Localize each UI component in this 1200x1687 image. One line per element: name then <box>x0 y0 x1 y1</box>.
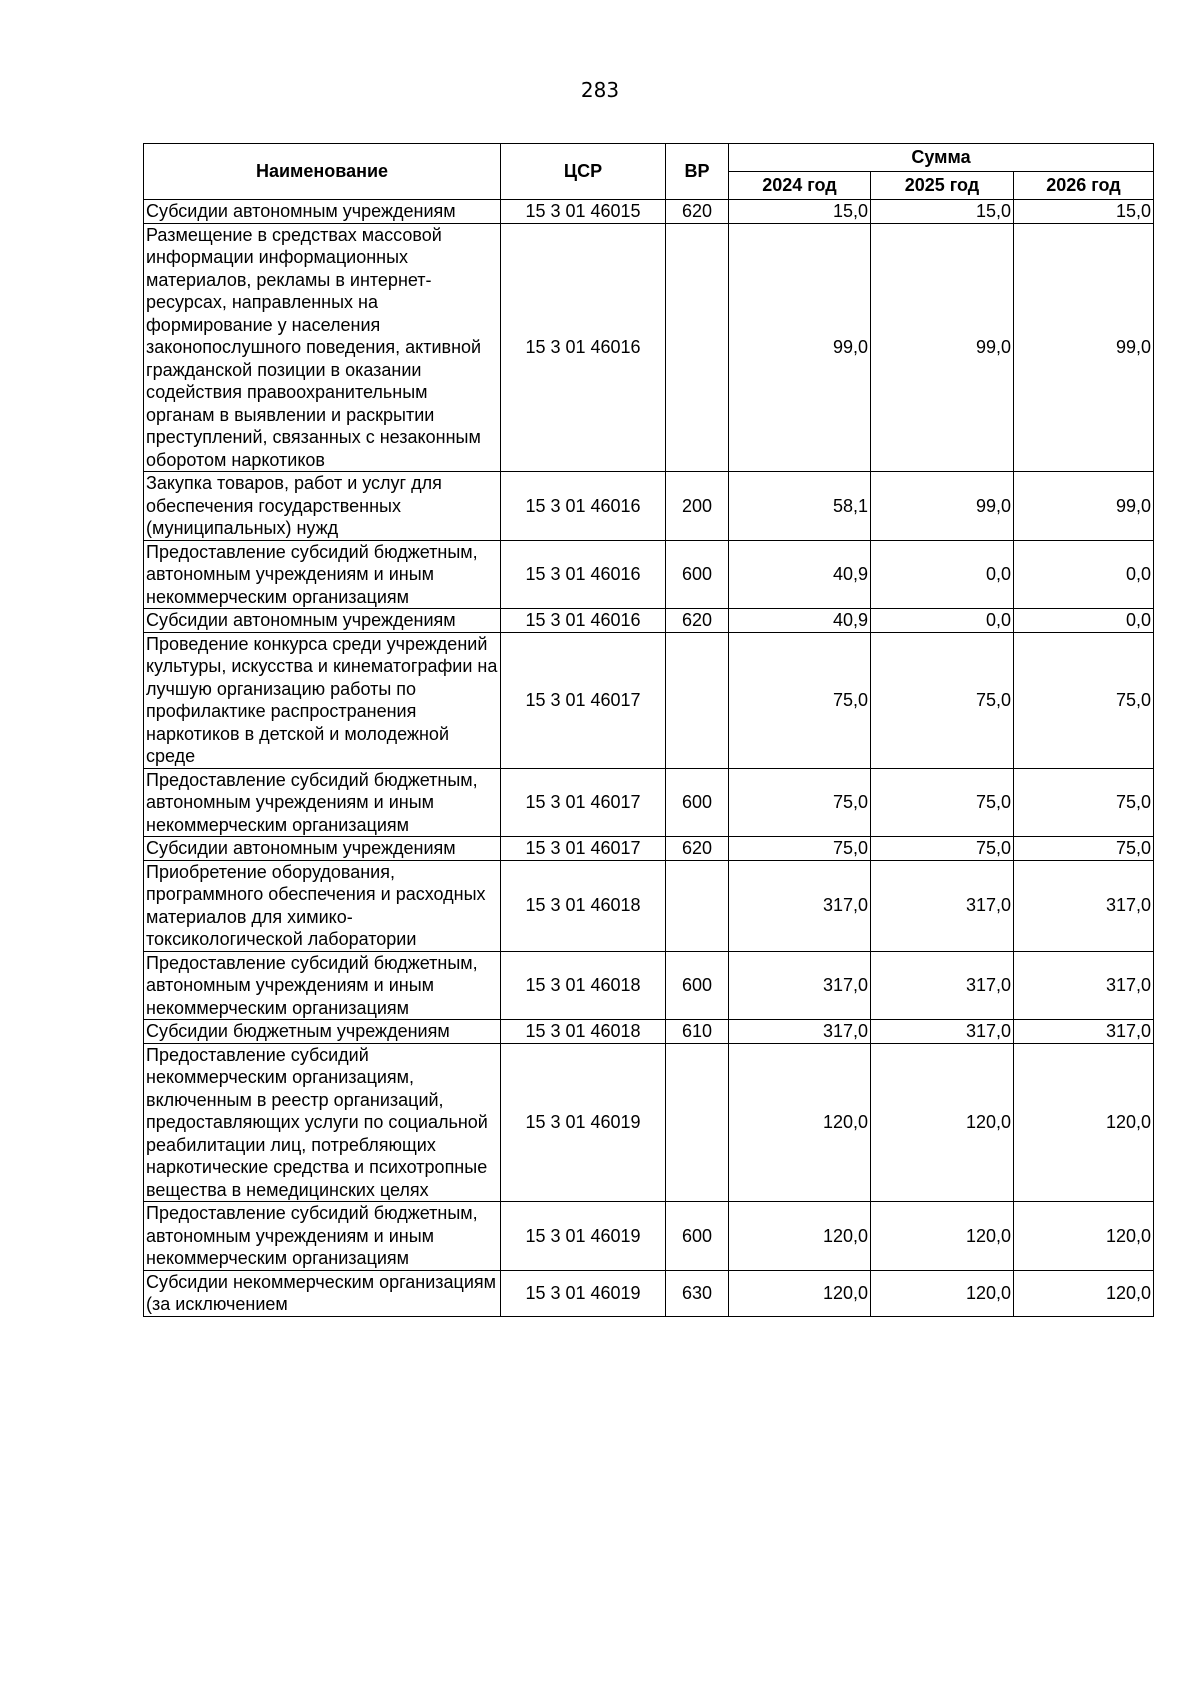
table-row <box>144 609 1154 633</box>
row-value-2026-cell: 75,0 <box>1014 768 1154 837</box>
row-csr-cell: 15 3 01 46015 <box>501 200 666 224</box>
row-value-2026-cell: 317,0 <box>1014 860 1154 951</box>
row-value-2026-cell: 120,0 <box>1014 1202 1154 1271</box>
row-value-2024-cell: 317,0 <box>729 860 871 951</box>
row-name-cell: Субсидии некоммерческим организациям (за исключением <box>144 1270 501 1316</box>
row-csr-cell: 15 3 01 46017 <box>501 837 666 861</box>
row-value-2024-cell: 75,0 <box>729 837 871 861</box>
row-value-2025-cell: 75,0 <box>871 837 1014 861</box>
row-value-2025-cell: 317,0 <box>871 1020 1014 1044</box>
header-csr: ЦСР <box>501 144 666 200</box>
row-value-2024-cell: 317,0 <box>729 1020 871 1044</box>
row-vr-cell <box>666 860 729 951</box>
row-name-cell: Закупка товаров, работ и услуг для обеспечения государственных (муниципальных) нужд <box>144 472 501 541</box>
row-value-2025-cell: 0,0 <box>871 540 1014 609</box>
row-value-2026-cell: 0,0 <box>1014 540 1154 609</box>
row-vr-cell: 620 <box>666 837 729 861</box>
row-csr-cell: 15 3 01 46019 <box>501 1202 666 1271</box>
table-row <box>144 1043 1154 1202</box>
table-row <box>144 951 1154 1020</box>
header-year-2024: 2024 год <box>729 172 871 200</box>
row-csr-cell: 15 3 01 46019 <box>501 1270 666 1316</box>
row-value-2026-cell: 317,0 <box>1014 951 1154 1020</box>
row-value-2025-cell: 317,0 <box>871 951 1014 1020</box>
row-value-2024-cell: 120,0 <box>729 1043 871 1202</box>
row-vr-cell: 630 <box>666 1270 729 1316</box>
row-name-cell: Предоставление субсидий бюджетным, автономным учреждениям и иным некоммерческим организациям <box>144 951 501 1020</box>
row-vr-cell: 610 <box>666 1020 729 1044</box>
row-value-2026-cell: 317,0 <box>1014 1020 1154 1044</box>
row-vr-cell <box>666 1043 729 1202</box>
header-name: Наименование <box>144 144 501 200</box>
row-csr-cell: 15 3 01 46017 <box>501 632 666 768</box>
row-value-2024-cell: 75,0 <box>729 632 871 768</box>
row-csr-cell: 15 3 01 46016 <box>501 609 666 633</box>
row-value-2025-cell: 0,0 <box>871 609 1014 633</box>
row-value-2025-cell: 75,0 <box>871 768 1014 837</box>
table-row <box>144 1202 1154 1271</box>
row-value-2026-cell: 99,0 <box>1014 223 1154 472</box>
header-year-2026: 2026 год <box>1014 172 1154 200</box>
row-name-cell: Субсидии бюджетным учреждениям <box>144 1020 501 1044</box>
row-value-2024-cell: 15,0 <box>729 200 871 224</box>
row-csr-cell: 15 3 01 46016 <box>501 223 666 472</box>
row-name-cell: Предоставление субсидий бюджетным, автономным учреждениям и иным некоммерческим организациям <box>144 1202 501 1271</box>
row-value-2024-cell: 120,0 <box>729 1270 871 1316</box>
row-vr-cell <box>666 632 729 768</box>
row-csr-cell: 15 3 01 46016 <box>501 540 666 609</box>
row-vr-cell: 600 <box>666 768 729 837</box>
table-row <box>144 1270 1154 1316</box>
row-value-2026-cell: 120,0 <box>1014 1270 1154 1316</box>
header-row-top <box>144 144 1154 172</box>
row-vr-cell: 200 <box>666 472 729 541</box>
row-csr-cell: 15 3 01 46019 <box>501 1043 666 1202</box>
row-value-2024-cell: 317,0 <box>729 951 871 1020</box>
row-value-2026-cell: 0,0 <box>1014 609 1154 633</box>
table-row <box>144 472 1154 541</box>
row-value-2025-cell: 120,0 <box>871 1202 1014 1271</box>
row-name-cell: Приобретение оборудования, программного обеспечения и расходных материалов для химико-токсикологической лаборатории <box>144 860 501 951</box>
row-vr-cell <box>666 223 729 472</box>
row-value-2026-cell: 99,0 <box>1014 472 1154 541</box>
row-name-cell: Предоставление субсидий бюджетным, автономным учреждениям и иным некоммерческим организациям <box>144 540 501 609</box>
page-number: 283 <box>580 78 620 102</box>
header-sum: Сумма <box>729 144 1154 172</box>
row-value-2024-cell: 40,9 <box>729 540 871 609</box>
table-body <box>144 200 1154 1317</box>
table-row <box>144 200 1154 224</box>
row-value-2026-cell: 75,0 <box>1014 632 1154 768</box>
row-value-2025-cell: 15,0 <box>871 200 1014 224</box>
row-value-2024-cell: 75,0 <box>729 768 871 837</box>
table-row <box>144 223 1154 472</box>
budget-table <box>143 143 1154 1317</box>
row-value-2025-cell: 99,0 <box>871 472 1014 541</box>
row-vr-cell: 600 <box>666 540 729 609</box>
row-value-2025-cell: 120,0 <box>871 1270 1014 1316</box>
row-name-cell: Субсидии автономным учреждениям <box>144 609 501 633</box>
row-value-2025-cell: 99,0 <box>871 223 1014 472</box>
row-vr-cell: 620 <box>666 200 729 224</box>
row-name-cell: Размещение в средствах массовой информации информационных материалов, рекламы в интернет-ресурсах, направленных на формирование у населения законопослушного поведения, активной гражданской позиции в оказании содействия правоохранительным органам в выявлении и раскрытии преступлений, связанных с незаконным оборотом наркотиков <box>144 223 501 472</box>
table-row <box>144 1020 1154 1044</box>
row-vr-cell: 600 <box>666 951 729 1020</box>
row-csr-cell: 15 3 01 46018 <box>501 1020 666 1044</box>
table-row <box>144 632 1154 768</box>
row-name-cell: Субсидии автономным учреждениям <box>144 837 501 861</box>
row-value-2025-cell: 120,0 <box>871 1043 1014 1202</box>
row-value-2026-cell: 15,0 <box>1014 200 1154 224</box>
row-name-cell: Проведение конкурса среди учреждений культуры, искусства и кинематографии на лучшую организацию работы по профилактике распространения наркотиков в детской и молодежной среде <box>144 632 501 768</box>
row-vr-cell: 620 <box>666 609 729 633</box>
row-value-2024-cell: 120,0 <box>729 1202 871 1271</box>
row-value-2024-cell: 40,9 <box>729 609 871 633</box>
row-csr-cell: 15 3 01 46018 <box>501 860 666 951</box>
header-year-2025: 2025 год <box>871 172 1014 200</box>
table-row <box>144 768 1154 837</box>
row-csr-cell: 15 3 01 46018 <box>501 951 666 1020</box>
row-csr-cell: 15 3 01 46017 <box>501 768 666 837</box>
row-value-2024-cell: 99,0 <box>729 223 871 472</box>
row-csr-cell: 15 3 01 46016 <box>501 472 666 541</box>
row-value-2026-cell: 75,0 <box>1014 837 1154 861</box>
row-name-cell: Предоставление субсидий бюджетным, автономным учреждениям и иным некоммерческим организациям <box>144 768 501 837</box>
row-value-2024-cell: 58,1 <box>729 472 871 541</box>
table-row <box>144 837 1154 861</box>
row-value-2025-cell: 75,0 <box>871 632 1014 768</box>
table-row <box>144 540 1154 609</box>
header-vr: ВР <box>666 144 729 200</box>
row-value-2026-cell: 120,0 <box>1014 1043 1154 1202</box>
row-name-cell: Субсидии автономным учреждениям <box>144 200 501 224</box>
row-value-2025-cell: 317,0 <box>871 860 1014 951</box>
row-vr-cell: 600 <box>666 1202 729 1271</box>
row-name-cell: Предоставление субсидий некоммерческим организациям, включенным в реестр организаций, предоставляющих услуги по социальной реабилитации лиц, потребляющих наркотические средства и психотропные вещества в немедицинских целях <box>144 1043 501 1202</box>
table-row <box>144 860 1154 951</box>
